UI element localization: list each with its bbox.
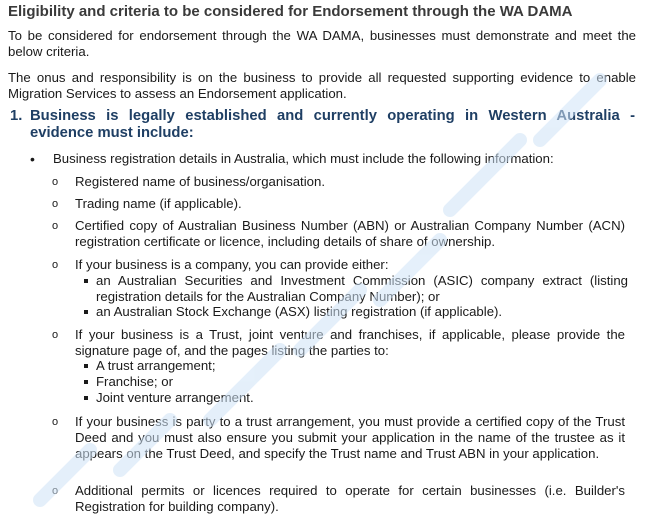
sub-list-item (80, 374, 628, 390)
list-item-text: Trading name (if applicable). (75, 196, 242, 211)
list-item-text: Certified copy of Australian Business Number (ABN) or Australian Company Number (ACN) registration certificate or licence, including details of share of ownership. (75, 218, 625, 249)
sub-list-item-text: Joint venture arrangement. (96, 390, 254, 405)
sub-list-item (80, 273, 628, 305)
sub-list-item (80, 304, 628, 320)
list-item-text: Additional permits or licences required to operate for certain businesses (i.e. Builder's Registration for building company). (75, 483, 625, 514)
sub-list-item-text: Franchise; or (96, 374, 173, 389)
sub-list-item-text: an Australian Securities and Investment Commission (ASIC) company extract (listing registration details for the Australian Company Number); or (96, 273, 628, 304)
bullet-dot-icon: • (30, 151, 35, 167)
list-item (52, 327, 625, 359)
list-item-text: If your business is a company, you can provide either: (75, 257, 389, 272)
list-item-text: Registered name of business/organisation. (75, 174, 325, 189)
square-bullet-icon (84, 396, 88, 400)
list-item (52, 174, 625, 190)
list-item-text: If your business is party to a trust arrangement, you must provide a certified copy of the Trust Deed and you must also ensure you submit your application in the name of the trustee as it appears on the Trust Deed, and specify the Trust name and Trust ABN in your application. (75, 414, 625, 461)
sub-list-item (80, 390, 628, 406)
circle-marker-icon: o (52, 176, 59, 188)
document-title: Eligibility and criteria to be considered for Endorsement through the WA DAMA (8, 3, 573, 20)
bullet-registration-details (30, 151, 630, 167)
sub-list-item-text: A trust arrangement; (96, 358, 216, 373)
sub-list-item (80, 358, 628, 374)
intro-paragraph: To be considered for endorsement through the WA DAMA, businesses must demonstrate and meet the below criteria. (8, 28, 636, 59)
circle-marker-icon: o (52, 198, 59, 210)
square-bullet-icon (84, 279, 88, 283)
list-item (52, 257, 625, 273)
list-item (52, 196, 625, 212)
sub-list-item-text: an Australian Stock Exchange (ASX) listing registration (if applicable). (96, 304, 503, 319)
circle-marker-icon: o (52, 220, 59, 232)
section-1-heading (10, 108, 635, 142)
circle-marker-icon: o (52, 329, 59, 341)
onus-paragraph: The onus and responsibility is on the business to provide all requested supporting evidence to enable Migration Services to assess an Endorsement application. (8, 70, 636, 101)
bullet-text: Business registration details in Australia, which must include the following information: (53, 151, 554, 166)
square-bullet-icon (84, 310, 88, 314)
square-bullet-icon (84, 380, 88, 384)
square-bullet-icon (84, 364, 88, 368)
circle-marker-icon: o (52, 485, 59, 497)
section-number: 1. (10, 108, 23, 124)
list-item (52, 483, 625, 515)
circle-marker-icon: o (52, 259, 59, 271)
list-item-text: If your business is a Trust, joint venture and franchises, if applicable, please provide the signature page of, and the pages listing the parties to: (75, 327, 625, 358)
list-item (52, 218, 625, 250)
circle-marker-icon: o (52, 416, 59, 428)
section-heading-text: Business is legally established and currently operating in Western Australia - evidence must include: (30, 108, 635, 141)
list-item (52, 414, 625, 462)
